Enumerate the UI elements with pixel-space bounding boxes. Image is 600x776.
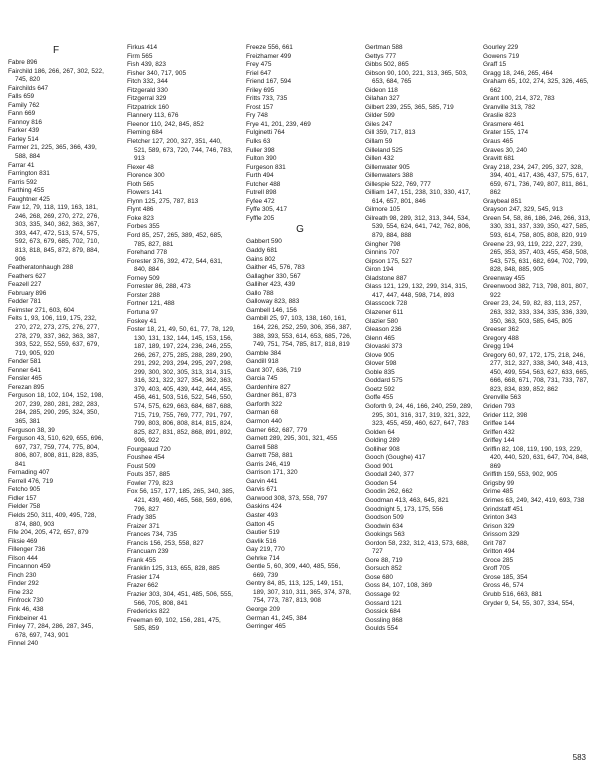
index-entry: Feathers 627	[8, 272, 46, 280]
index-entry: Garnett 289, 295, 301, 321, 455	[246, 435, 338, 443]
index-entry: Foushee 454	[127, 454, 165, 462]
index-entry: Farrar 41	[8, 161, 35, 169]
index-entry: Gose 680	[365, 573, 393, 581]
index-entry: Greeser 362	[483, 326, 519, 334]
index-entry: Goodman 413, 463, 645, 821	[365, 496, 449, 504]
index-entry: Goodnight 5, 173, 175, 556	[365, 505, 444, 513]
index-entry: Florence 300	[127, 172, 165, 180]
index-entry: Garrell 588	[246, 443, 278, 451]
index-entry: Gautier 519	[246, 529, 280, 537]
index-entry: Ferezan 895	[8, 383, 45, 391]
index-entry: Garwood 308, 373, 558, 797	[246, 494, 328, 502]
index-entry: Fife 204, 205, 472, 657, 879	[8, 529, 89, 537]
index-entry: German 41, 245, 384	[246, 614, 307, 622]
index-entry: Glovaski 373	[365, 343, 403, 351]
index-entry: Fields 250, 311, 409, 495, 728, 874, 880, 903	[8, 511, 97, 528]
index-entry: Fortuna 97	[127, 308, 159, 316]
index-entry: Fraizer 371	[127, 522, 160, 530]
index-entry: Farley 514	[8, 135, 39, 143]
index-entry: Graves 30, 240	[483, 146, 528, 154]
index-entry: Gritton 494	[483, 548, 515, 556]
index-entry: Freizhamer 499	[246, 52, 292, 60]
index-entry: Granville 313, 782	[483, 103, 536, 111]
index-entry: Finfrock 730	[8, 597, 44, 605]
index-entry: Graybeal 851	[483, 197, 522, 205]
index-entry: Fernading 407	[8, 469, 50, 477]
index-entry: Ferguson 38, 39	[8, 426, 55, 434]
index-entry: Fannoy 816	[8, 118, 43, 126]
index-entry: Ferrell 476, 719	[8, 477, 54, 485]
index-entry: Freeze 556, 661	[246, 44, 293, 51]
index-entry: Finkbeiner 41	[8, 614, 48, 622]
index-entry: Grenville 563	[483, 394, 521, 402]
index-entry: Gatton 45	[246, 520, 275, 528]
index-entry: Gabbert 590	[246, 238, 282, 246]
index-entry: Franklin 125, 313, 655, 828, 885	[127, 565, 220, 573]
index-entry: Fann 669	[8, 110, 36, 118]
index-entry: Gray 218, 234, 247, 295, 327, 328, 394, 401, 417, 436, 437, 575, 617, 659, 671, 736, 749, 807, 811, 861, 862	[483, 163, 589, 197]
index-entry: Green 54, 58, 86, 186, 246, 266, 313, 330, 331, 337, 339, 350, 427, 585, 593, 614, 758, 805, 808, 820, 919	[483, 214, 591, 240]
index-entry: Finley 77, 284, 286, 287, 345, 678, 697, 743, 901	[8, 623, 94, 639]
index-entry: Finch 230	[8, 571, 37, 579]
index-entry: Fisher 340, 717, 905	[127, 69, 187, 77]
index-entry: Goble 835	[365, 368, 395, 376]
index-entry: Fleenor 110, 242, 845, 852	[127, 120, 204, 128]
index-entry: Finder 292	[8, 580, 39, 588]
index-entry: Gamble 384	[246, 349, 282, 357]
index-entry: Gossage 92	[365, 591, 400, 598]
index-entry: Fairchild 186, 266, 267, 302, 522, 745, 820	[8, 67, 104, 84]
index-entry: Ferguson 18, 102, 104, 152, 198, 207, 239, 280, 281, 282, 283, 284, 285, 290, 295, 324, 350, 365, 381	[8, 392, 104, 425]
section-letter-heading: F	[52, 45, 60, 56]
index-entry: Gilliam 147, 151, 238, 310, 330, 417, 614, 657, 801, 846	[365, 189, 471, 205]
index-entry: Greene 23, 93, 119, 222, 227, 239, 265, 353, 357, 403, 455, 458, 508, 543, 575, 631, 682, 694, 702, 799, 828, 848, 885, 905	[483, 240, 589, 274]
index-entry: Fensler 465	[8, 375, 42, 383]
index-entry: Futrell 898	[246, 189, 277, 197]
index-entry: Gowens 719	[483, 52, 520, 60]
index-entry: Fortner 121, 488	[127, 300, 175, 308]
index-entry: Ginnins 707	[365, 249, 400, 257]
index-entry: Fedder 781	[8, 298, 41, 306]
index-entry: Grime 485	[483, 488, 514, 496]
index-entry: Galloway 823, 883	[246, 298, 300, 306]
index-entry: Grayson 247, 329, 545, 913	[483, 206, 563, 214]
index-entry: Gilahan 327	[365, 95, 400, 103]
index-entry: Fourgeaud 720	[127, 445, 171, 453]
index-entry: Greer 23, 24, 59, 82, 83, 113, 257, 263, 332, 333, 334, 335, 336, 339, 350, 363, 503, 585, 645, 805	[483, 300, 589, 325]
index-entry: Fincannon 459	[8, 563, 51, 571]
index-column	[246, 44, 354, 632]
index-entry: Fabre 896	[8, 59, 38, 66]
index-entry: Friel 647	[246, 69, 272, 77]
index-entry: Gilleland 525	[365, 146, 403, 154]
index-entry: Gains 802	[246, 255, 276, 263]
index-entry: Fletcher 127, 200, 327, 351, 440, 521, 589, 673, 720, 744, 746, 783, 913	[127, 138, 233, 163]
index-entry: Fairchilds 647	[8, 84, 49, 92]
index-entry: Featheratonhaugh 288	[8, 264, 74, 272]
index-entry: Goddard 575	[365, 377, 403, 385]
index-entry: Fitzpatrick 160	[127, 103, 169, 111]
index-entry: Gerringer 465	[246, 623, 286, 631]
index-entry: Gant 307, 636, 719	[246, 366, 302, 374]
index-entry: Flannery 113, 676	[127, 112, 179, 120]
index-entry: Grigsby 99	[483, 479, 515, 487]
index-entry: Grinton 343	[483, 514, 517, 522]
index-entry: Gross 46, 574	[483, 582, 524, 590]
index-entry: Freeman 69, 102, 156, 281, 475, 585, 859	[127, 616, 221, 633]
index-entry: Golliher 908	[365, 445, 400, 453]
index-entry: Ferguson 43, 510, 629, 655, 696, 697, 737, 759, 774, 775, 804, 806, 807, 808, 811, 828, 835, 841	[8, 435, 104, 468]
index-entry: Grissom 329	[483, 531, 520, 539]
index-entry: Gettys 777	[365, 52, 397, 60]
index-entry: Fetcho 905	[8, 486, 41, 494]
index-entry: Frazier 303, 304, 451, 485, 506, 555, 566, 705, 808, 841	[127, 591, 233, 607]
index-entry: Grimes 63, 249, 342, 419, 693, 738	[483, 496, 585, 504]
index-entry: Fredericks 822	[127, 608, 170, 616]
index-entry: Family 762	[8, 101, 40, 109]
index-entry: Gossling 868	[365, 616, 403, 624]
index-entry: Gryder 9, 54, 55, 307, 334, 554,	[483, 599, 575, 607]
index-entry: Gardenhire 827	[246, 383, 291, 391]
index-entry: Gillespie 522, 769, 777	[365, 180, 431, 188]
index-entry: Fink 46, 438	[8, 606, 44, 613]
index-entry: Gragg 18, 246, 265, 464	[483, 69, 553, 77]
index-entry: Grose 185, 354	[483, 573, 528, 581]
index-entry: Gandill 918	[246, 358, 279, 366]
index-entry: Farmer 21, 225, 365, 366, 439, 588, 884	[8, 144, 97, 161]
index-entry: Feimster 271, 603, 604	[8, 306, 75, 314]
section-letter-heading: G	[296, 224, 304, 236]
index-entry: Gorsuch 852	[365, 565, 402, 573]
index-entry: Graslie 823	[483, 112, 516, 120]
index-entry: Garris 246, 419	[246, 460, 291, 468]
index-entry: Gay 219, 770	[246, 546, 285, 554]
index-entry: Glazener 611	[365, 308, 404, 316]
index-entry: Gaither 45, 576, 783	[246, 264, 305, 272]
index-entry: Fiksie 469	[8, 537, 38, 545]
index-entry: Friley 695	[246, 86, 275, 94]
index-entry: Fox 56, 157, 177, 185, 265, 340, 385, 421, 439, 460, 465, 568, 569, 696, 796, 827	[127, 488, 235, 513]
index-entry: Futcher 488	[246, 180, 281, 188]
index-entry: Good 901	[365, 462, 394, 470]
index-entry: Gooch (Goughe) 417	[365, 454, 426, 462]
index-entry: Fenner 641	[8, 366, 41, 374]
index-entry: Forrester 86, 288, 473	[127, 283, 191, 291]
index-entry: Groff 705	[483, 565, 510, 573]
index-entry: Gaster 493	[246, 511, 278, 519]
index-entry: Gillenwaters 388	[365, 172, 413, 180]
index-entry: Faw 12, 79, 118, 119, 163, 181, 246, 268, 269, 270, 272, 276, 303, 335, 340, 362, 363, 367, 393, 447, 472, 513, 574, 575, 592, 673, 679, 685, 702, 710, 813, 818, 845, 872, 879, 884, 906	[8, 204, 100, 263]
index-entry: Foster 18, 21, 49, 50, 61, 77, 78, 129, 130, 131, 132, 144, 145, 153, 156, 187, 189, 197, 224, 236, 246, 255, 266, 267, 275, 285, 288, 289, 290, 291, 292, 293, 294, 295, 297, 298, 299, 300, 302, 305, 313, 314, 315, 316, 321, 322, 327, 354, 362, 363, 379, 403, 405, 439, 442, 444, 455, 456, 461, 503, 516, 522, 546, 550, 574, 575, 629, 663, 684, 687, 688, 715, 719, 755, 769, 777, 791, 797, 799, 803, 806, 808, 814, 815, 824, 825, 827, 831, 852, 868, 891, 892, 906, 922	[127, 326, 235, 445]
index-entry: Fouts 357, 885	[127, 471, 170, 479]
index-entry: Francis 156, 253, 558, 827	[127, 539, 204, 547]
index-entry: Greenwood 382, 713, 798, 801, 807, 922	[483, 283, 588, 299]
index-entry: Glass 121, 129, 132, 299, 314, 315, 417, 447, 448, 598, 714, 893	[365, 283, 468, 299]
index-entry: Fry 748	[246, 112, 268, 120]
index-entry: Frady 385	[127, 514, 156, 522]
index-entry: Groce 285	[483, 556, 514, 564]
index-entry: Garcia 745	[246, 375, 278, 383]
index-entry: Goodson 509	[365, 514, 404, 522]
index-entry: Farker 439	[8, 127, 40, 135]
index-entry: Grit 787	[483, 539, 506, 547]
index-entry: Fritts 733, 735	[246, 95, 288, 103]
index-entry: Fitzgerral 329	[127, 95, 167, 103]
index-column	[365, 44, 473, 634]
index-column	[127, 44, 235, 634]
index-entry: Gingher 798	[365, 240, 401, 248]
index-entry: Gookings 563	[365, 531, 405, 539]
index-entry: Gleason 236	[365, 326, 402, 334]
index-entry: Gill 359, 717, 813	[365, 129, 416, 137]
index-entry: Gaskins 424	[246, 503, 282, 511]
index-entry: Fidler 157	[8, 494, 37, 502]
index-entry: Gore 88, 719	[365, 556, 403, 564]
index-entry: Fitzgerald 330	[127, 86, 168, 94]
index-entry: Grasmere 461	[483, 120, 525, 128]
index-entry: Frey 475	[246, 61, 272, 69]
index-entry: Goffe 455	[365, 394, 394, 402]
index-entry: Faughtner 425	[8, 195, 50, 203]
index-entry: Francuam 239	[127, 548, 169, 556]
index-entry: Goss 84, 107, 108, 369	[365, 582, 432, 590]
index-entry: Flexer 48	[127, 163, 154, 171]
index-entry: Fyffe 305, 417	[246, 206, 288, 214]
index-entry: Goulds 554	[365, 625, 398, 633]
page-number: 583	[572, 753, 586, 762]
index-entry: Frances 734, 735	[127, 531, 178, 539]
index-entry: Falls 659	[8, 93, 35, 101]
index-entry: Forbes 355	[127, 223, 160, 231]
index-entry: Gardner 861, 873	[246, 392, 297, 400]
index-entry: Fleming 684	[127, 129, 163, 137]
index-entry: Golden 64	[365, 428, 395, 436]
index-entry: Gertman 588	[365, 44, 403, 51]
index-entry: Glover 598	[365, 360, 397, 368]
index-entry: Fyfee 472	[246, 197, 275, 205]
index-entry: Gipson 175, 527	[365, 257, 413, 265]
index-entry: Frye 41, 201, 239, 469	[246, 120, 311, 128]
index-entry: Forney 509	[127, 274, 160, 282]
index-entry: February 896	[8, 289, 47, 297]
index-entry: Fyffle 205	[246, 214, 275, 222]
index-entry: Goodwin 634	[365, 522, 403, 530]
index-entry: Greenway 455	[483, 274, 525, 282]
index-entry: Fulks 63	[246, 138, 271, 146]
index-entry: Gallagher 330, 567	[246, 272, 301, 280]
index-entry: Garman 68	[246, 409, 279, 417]
index-entry: Floth 565	[127, 180, 154, 188]
index-entry: Fielder 758	[8, 503, 41, 511]
index-entry: Forster 288	[127, 291, 160, 299]
index-entry: Fillenger 736	[8, 546, 46, 554]
index-entry: Gentry 84, 85, 113, 125, 149, 151, 189, 307, 310, 311, 365, 374, 378, 754, 773, 787, 813, 908	[246, 580, 351, 605]
index-entry: Gambill 25, 97, 103, 138, 160, 161, 164, 226, 252, 259, 306, 356, 387, 388, 393, 553, 614, 653, 685, 726, 749, 751, 754, 785, 817, 818, 819	[246, 315, 352, 349]
index-entry: Giles 247	[365, 120, 393, 128]
index-entry: Fine 232	[8, 588, 34, 596]
index-entry: Gregg 194	[483, 343, 514, 351]
index-column	[8, 44, 104, 649]
index-entry: Farris 592	[8, 178, 37, 186]
index-entry: Gilreath 98, 289, 312, 313, 344, 534, 539, 554, 624, 641, 742, 762, 806, 879, 884, 888	[365, 214, 471, 240]
index-entry: Graff 15	[483, 61, 507, 69]
index-entry: Fuller 398	[246, 146, 275, 154]
index-entry: Gallo 788	[246, 289, 274, 297]
index-entry: Gregory 60, 97, 172, 175, 218, 246, 277, 312, 327, 338, 340, 348, 413, 450, 499, 554, 563, 627, 633, 665, 666, 668, 671, 708, 731, 733, 787, 823, 834, 839, 852, 862	[483, 351, 589, 393]
index-entry: Furth 494	[246, 172, 274, 180]
index-entry: Grison 329	[483, 522, 515, 530]
index-entry: Gibbs 502, 865	[365, 61, 409, 69]
index-entry: Gilbert 239, 255, 365, 585, 719	[365, 103, 454, 111]
index-entry: Glazier 580	[365, 317, 398, 325]
index-entry: Foke 823	[127, 214, 154, 222]
index-entry: Griffin 82, 108, 119, 190, 193, 229, 420, 440, 520, 631, 647, 704, 848, 869	[483, 445, 589, 470]
index-entry: Griden 793	[483, 402, 515, 410]
index-entry: Fitch 332, 344	[127, 78, 168, 86]
index-entry: Galliher 423, 439	[246, 281, 296, 289]
index-entry: Fowler 779, 823	[127, 479, 174, 487]
index-entry: Glasscock 728	[365, 300, 408, 308]
index-entry: Griffey 144	[483, 437, 515, 445]
index-entry: Forester 376, 392, 472, 544, 631, 840, 884	[127, 257, 223, 274]
index-entry: Fulginetti 764	[246, 129, 285, 137]
index-entry: Grater 155, 174	[483, 129, 529, 137]
index-entry: Grant 100, 214, 372, 783	[483, 95, 555, 103]
index-entry: Glenn 465	[365, 334, 395, 342]
index-entry: Garner 662, 687, 779	[246, 426, 308, 434]
index-entry: Firkus 414	[127, 44, 158, 51]
index-entry: Gaddy 681	[246, 247, 278, 255]
index-entry: Fish 439, 823	[127, 61, 167, 69]
index-entry: Gentle 5, 60, 309, 440, 485, 556, 669, 739	[246, 563, 341, 579]
index-entry: Gravitt 681	[483, 155, 515, 163]
index-entry: Frazer 662	[127, 582, 159, 590]
index-entry: George 209	[246, 606, 281, 613]
index-entry: Gilder 599	[365, 112, 395, 120]
index-entry: Gambell 146, 156	[246, 306, 297, 314]
index-entry: Garmon 440	[246, 417, 282, 425]
index-entry: Glove 905	[365, 351, 395, 359]
index-entry: Gordon 58, 232, 312, 413, 573, 688, 727	[365, 539, 469, 556]
index-entry: Griffith 159, 553, 902, 905	[483, 471, 558, 479]
index-entry: Grindstaff 451	[483, 505, 524, 513]
index-entry: Goodin 262, 662	[365, 488, 413, 496]
index-entry: Frank 455	[127, 556, 156, 564]
index-entry: Ford 85, 257, 265, 389, 452, 685, 785, 827, 881	[127, 232, 223, 248]
index-entry: Furgeson 831	[246, 163, 286, 171]
index-entry: Firm 565	[127, 52, 153, 60]
index-entry: Gideon 118	[365, 86, 398, 94]
index-entry: Gehrke 714	[246, 554, 280, 562]
index-entry: Gregory 488	[483, 334, 519, 342]
index-entry: Farrington 831	[8, 170, 50, 178]
index-entry: Fender 581	[8, 358, 41, 366]
index-entry: Griffee 144	[483, 420, 515, 428]
index-entry: Friend 167, 594	[246, 78, 292, 86]
index-entry: Gourley 229	[483, 44, 519, 51]
index-entry: Foust 509	[127, 462, 156, 470]
index-entry: Finnel 240	[8, 640, 39, 648]
index-entry: Gavlik 516	[246, 537, 277, 545]
index-entry: Griffen 432	[483, 428, 515, 436]
index-entry: Giron 194	[365, 266, 394, 274]
index-entry: Filson 444	[8, 554, 38, 562]
index-entry: Golding 289	[365, 437, 400, 445]
index-entry: Garrison 171, 320	[246, 469, 298, 477]
index-entry: Garvin 441	[246, 477, 278, 485]
index-entry: Gillenwater 905	[365, 163, 410, 171]
index-entry: Feazell 227	[8, 281, 42, 289]
index-entry: Gossick 684	[365, 608, 401, 616]
index-entry: Graham 65, 102, 274, 325, 326, 465, 662	[483, 78, 589, 94]
index-column	[483, 44, 591, 608]
index-entry: Grubb 516, 663, 881	[483, 591, 543, 598]
index-entry: Gilmore 105	[365, 206, 401, 214]
index-entry: Goodall 240, 377	[365, 471, 415, 479]
index-entry: Garrett 758, 881	[246, 452, 293, 460]
index-entry: Gladstone 887	[365, 274, 407, 282]
index-entry: Grider 112, 398	[483, 411, 528, 419]
index-entry: Gossard 121	[365, 599, 402, 607]
index-entry: Farthing 455	[8, 187, 45, 195]
index-entry: Garvis 671	[246, 486, 278, 494]
index-entry: Frasier 174	[127, 573, 160, 581]
index-entry: Graus 465	[483, 138, 514, 146]
index-entry: Gooden 54	[365, 479, 397, 487]
index-entry: Foskey 41	[127, 317, 157, 325]
index-entry: Frost 157	[246, 103, 274, 111]
index-entry: Flynt 486	[127, 206, 154, 214]
index-entry: Gillam 59	[365, 138, 393, 146]
index-entry: Flowers 141	[127, 189, 163, 197]
index-entry: Gibson 90, 100, 221, 313, 365, 503, 653, 684, 765	[365, 69, 468, 86]
index-entry: Forehand 778	[127, 249, 168, 257]
index-entry: Garforth 322	[246, 400, 283, 408]
index-entry: Gillen 432	[365, 155, 394, 163]
index-entry: Goetz 592	[365, 385, 395, 393]
index-entry: Felts 1, 93, 106, 119, 175, 232, 270, 272, 273, 275, 276, 277, 278, 279, 337, 362, 363, 387, 393, 522, 552, 559, 637, 679, 719, 905, 920	[8, 315, 100, 357]
index-entry: Fulton 390	[246, 155, 277, 163]
index-entry: Goforth 9, 24, 46, 166, 240, 259, 289, 295, 301, 316, 317, 319, 321, 322, 323, 455, 459, 460, 627, 647, 783	[365, 402, 473, 428]
index-entry: Flynn 125, 275, 787, 813	[127, 197, 199, 205]
